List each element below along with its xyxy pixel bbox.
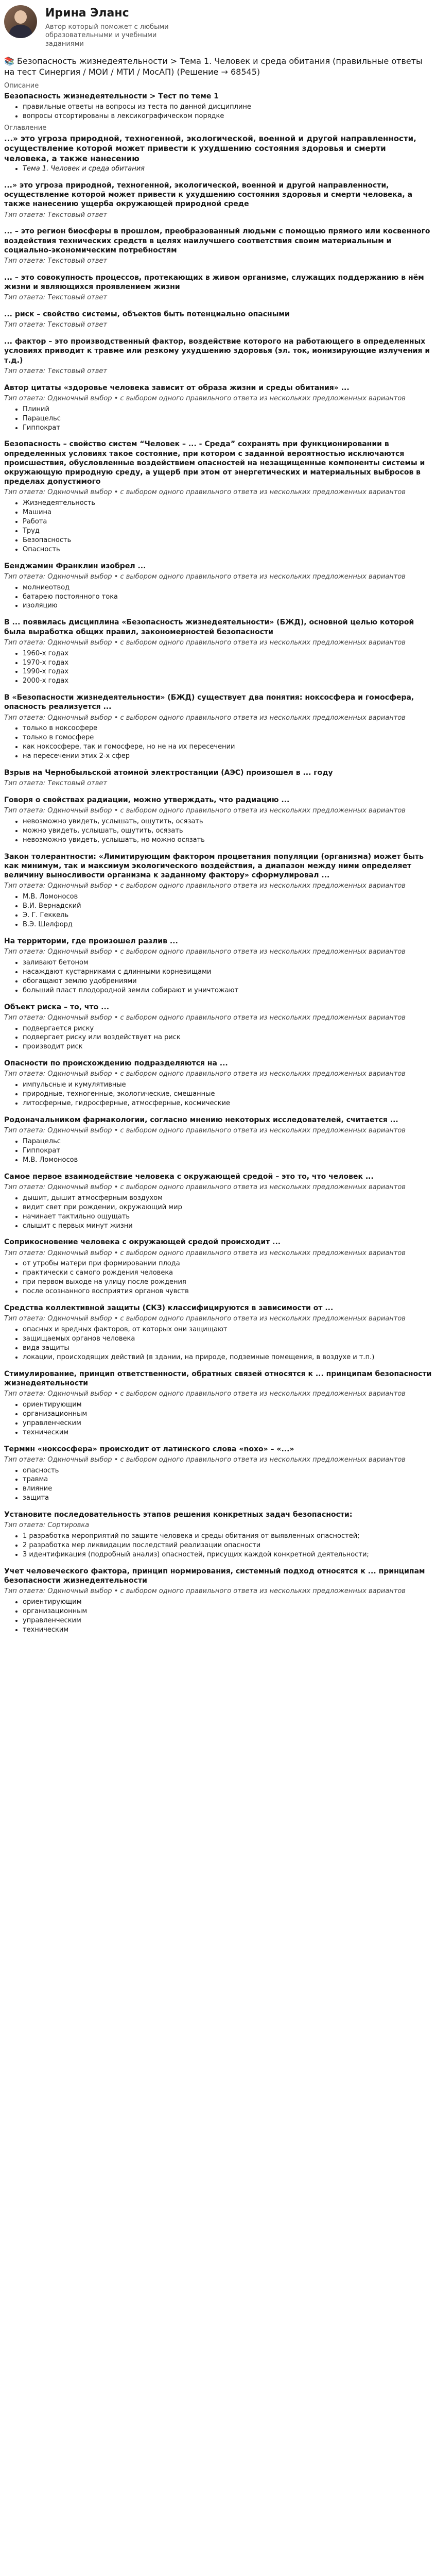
answer-options [4, 584, 432, 611]
description-label: Описание [4, 81, 39, 90]
question-block [4, 1003, 432, 1052]
question-title: Бенджамин Франклин изобрел ... [4, 562, 146, 570]
page-title: 📚 Безопасность жизнедеятельности > Тема 1. Человек и среда обитания (правильные ответы на тест Синергия / МОИ / МТИ / МосАП) (Решение → 68545) [4, 56, 423, 77]
answer-option: • 2000-х годах [23, 677, 432, 686]
answer-option: • невозможно увидеть, услышать, ощутить, осязать [23, 818, 432, 826]
answer-type: Тип ответа: Одиночный выбор • с выбором одного правильного ответа из нескольких предложенных вариантов [4, 1455, 406, 1464]
question-title: Стимулирование, принцип ответственности, обратных связей относятся к ... принципам безопасности жизнедеятельности [4, 1369, 432, 1387]
answer-type: Тип ответа: Одиночный выбор • с выбором одного правильного ответа из нескольких предложенных вариантов [4, 638, 406, 647]
answer-options [4, 405, 432, 433]
answer-type: Тип ответа: Текстовый ответ [4, 257, 107, 265]
question-block [4, 693, 432, 761]
answer-option: • организационным [23, 1607, 432, 1616]
answer-options [4, 1598, 432, 1635]
answer-option: • травма [23, 1476, 432, 1484]
answer-type: Тип ответа: Одиночный выбор • с выбором одного правильного ответа из нескольких предложенных вариантов [4, 1013, 406, 1022]
question-block [4, 310, 432, 330]
answer-option: • опасных и вредных факторов, от которых они защищают [23, 1326, 432, 1334]
answer-options [4, 1401, 432, 1437]
author-name[interactable]: Ирина Эланс [45, 7, 129, 20]
answer-option: • дышит, дышит атмосферным воздухом [23, 1194, 432, 1203]
answer-option: • подвергает риску или воздействует на риск [23, 1033, 432, 1042]
answer-option: • 1 разработка мероприятий по защите человека и среды обитания от выявленных опасностей; [23, 1532, 432, 1541]
answer-options [4, 1260, 432, 1296]
answer-option: • производит риск [23, 1043, 432, 1052]
question-title: Средства коллективной защиты (СКЗ) классифицируются в зависимости от ... [4, 1304, 334, 1313]
answer-options [4, 1025, 432, 1052]
answer-option: • слышит с первых минут жизни [23, 1222, 432, 1231]
answer-option: • защищаемых органов человека [23, 1335, 432, 1344]
question-block [4, 439, 432, 554]
answer-option: • начинает тактильно ощущать [23, 1213, 432, 1222]
question-block [4, 618, 432, 686]
answer-type: Тип ответа: Текстовый ответ [4, 321, 107, 329]
question-title: Соприкосновение человека с окружающей средой происходит ... [4, 1238, 281, 1247]
toc-item[interactable]: • Тема 1. Человек и среда обитания [23, 165, 432, 174]
question-title: Говоря о свойствах радиации, можно утверждать, что радиацию ... [4, 796, 290, 805]
answer-options [4, 1081, 432, 1108]
list-item: • вопросы отсортированы в лексикографическом порядке [23, 112, 432, 121]
question-title: Безопасность – свойство систем “Человек – ... - Среда” сохранять при функционировании в определенных условиях такое состояние, при котором с заданной вероятностью исключаются происшествия, обусловленные воздействием опасностей на незащищенные компоненты системы и окружающую природную среду, а ущерб при этом от энергетических и материальных выбросов в пределах допустимого [4, 440, 425, 486]
answer-type: Тип ответа: Одиночный выбор • с выбором одного правильного ответа из нескольких предложенных вариантов [4, 1249, 406, 1257]
answer-option: • опасность [23, 1467, 432, 1476]
question-block [4, 227, 432, 265]
question-block [4, 1369, 432, 1437]
question-block [4, 1567, 432, 1635]
author-description: Автор который поможет с любыми образовательными и учебными заданиями [45, 23, 169, 48]
toc-label: Оглавление [4, 124, 47, 132]
answer-type: Тип ответа: Одиночный выбор • с выбором одного правильного ответа из нескольких предложенных вариантов [4, 1315, 406, 1323]
answer-type: Тип ответа: Одиночный выбор • с выбором одного правильного ответа из нескольких предложенных вариантов [4, 1183, 406, 1191]
answer-option: • Работа [23, 518, 432, 527]
question-title: Термин «ноксосфера» происходит от латинского слова «noxo» – «...» [4, 1445, 294, 1453]
answer-option: • М.В. Ломоносов [23, 893, 432, 902]
answer-option: • как ноксосфере, так и гомосфере, но не на их пересечении [23, 743, 432, 752]
question-title: ... – это регион биосферы в прошлом, преобразованный людьми с помощью прямого или косвенного воздействия технических средств в целях наилучшего соответствия своим материальным и социально-экономическим потребностям [4, 227, 430, 255]
description-title: Безопасность жизнедеятельности > Тест по теме 1 [4, 92, 219, 100]
description-list [4, 103, 432, 121]
answer-type: Тип ответа: Одиночный выбор • с выбором одного правильного ответа из нескольких предложенных вариантов [4, 1390, 406, 1398]
answer-option: • импульсные и кумулятивные [23, 1081, 432, 1090]
answer-type: Тип ответа: Одиночный выбор • с выбором одного правильного ответа из нескольких предложенных вариантов [4, 1070, 406, 1078]
answer-option: • литосферные, гидросферные, атмосферные, космические [23, 1099, 432, 1108]
answer-option: • М.В. Ломоносов [23, 1156, 432, 1165]
question-block [4, 1238, 432, 1296]
question-block [4, 273, 432, 302]
answer-option: • Опасность [23, 546, 432, 554]
answer-option: • 1990-х годах [23, 668, 432, 676]
answer-options [4, 1467, 432, 1503]
answer-option: • вида защиты [23, 1344, 432, 1353]
question-title: Опасности по происхождению подразделяются на ... [4, 1059, 228, 1068]
answer-option: • техническим [23, 1429, 432, 1437]
question-block [4, 562, 432, 611]
answer-options [4, 1194, 432, 1231]
answer-option: • 1970-х годах [23, 659, 432, 668]
answer-option: • Жизнедеятельность [23, 499, 432, 508]
question-block [4, 337, 432, 376]
question-block [4, 768, 432, 788]
answer-option: • управленческим [23, 1419, 432, 1428]
answer-option: • практически с самого рождения человека [23, 1269, 432, 1278]
question-title: На территории, где произошел разлив ... [4, 937, 178, 945]
answer-options [4, 1532, 432, 1560]
answer-type: Тип ответа: Сортировка [4, 1521, 90, 1530]
answer-option: • Э. Г. Геккель [23, 911, 432, 920]
answer-options [4, 893, 432, 929]
avatar[interactable] [4, 5, 37, 38]
answer-options [4, 650, 432, 686]
answer-option: • Парацельс [23, 415, 432, 423]
answer-options [4, 818, 432, 845]
answer-option: • молниеотвод [23, 584, 432, 592]
answer-option: • 1960-х годах [23, 650, 432, 658]
answer-options [4, 724, 432, 761]
answer-option: • больший пласт плодородной земли собирают и уничтожают [23, 987, 432, 995]
answer-options [4, 959, 432, 995]
question-block [4, 1303, 432, 1362]
question-title: В ... появилась дисциплина «Безопасность жизнедеятельности» (БЖД), основной целью которой была выработка общих правил, закономерностей безопасности [4, 618, 414, 636]
question-title: ...» это угроза природной, техногенной, экологической, военной и другой направленности, осуществление которой может привести к ухудшению состояния здоровья и смерти человека, а также нанесению ущерба окружающей природной среде [4, 181, 413, 209]
answer-type: Тип ответа: Текстовый ответ [4, 294, 107, 302]
question-title: Взрыв на Чернобыльской атомной электростанции (АЭС) произошел в ... году [4, 769, 333, 777]
question-title: В «Безопасности жизнедеятельности» (БЖД) существует два понятия: ноксосфера и гомосфера, опасность реализуется ... [4, 693, 414, 711]
question-title: ... – это совокупность процессов, протекающих в живом организме, служащих поддержанию в нём жизни и являющихся проявлением жизни [4, 273, 424, 292]
question-block [4, 383, 432, 433]
question-block [4, 1059, 432, 1108]
answer-option: • организационным [23, 1410, 432, 1419]
answer-option: • техническим [23, 1626, 432, 1635]
answer-option: • влияние [23, 1485, 432, 1494]
answer-option: • батарею постоянного тока [23, 593, 432, 602]
toc-list [4, 165, 432, 174]
answer-option: • локации, происходящих действий (в здании, на природе, подземные помещения, в воздухе и т.п.) [23, 1353, 432, 1362]
answer-option: • при первом выходе на улицу после рождения [23, 1278, 432, 1287]
answer-type: Тип ответа: Одиночный выбор • с выбором одного правильного ответа из нескольких предложенных вариантов [4, 807, 406, 815]
question-block [4, 852, 432, 929]
answer-options [4, 1326, 432, 1362]
answer-option: • только в ноксосфере [23, 724, 432, 733]
answer-options [4, 499, 432, 554]
question-block [4, 1510, 432, 1560]
answer-option: • можно увидеть, услышать, ощутить, осязать [23, 827, 432, 836]
answer-option: • изоляцию [23, 602, 432, 611]
answer-option: • обогащают землю удобрениями [23, 977, 432, 986]
question-block [4, 795, 432, 845]
answer-option: • Парацельс [23, 1138, 432, 1146]
answer-options [4, 1138, 432, 1165]
answer-type: Тип ответа: Одиночный выбор • с выбором одного правильного ответа из нескольких предложенных вариантов [4, 394, 406, 402]
answer-option: • природные, техногенные, экологические, смешанные [23, 1090, 432, 1099]
question-title: Объект риска – то, что ... [4, 1003, 110, 1011]
answer-option: • 3 идентификация (подробный анализ) опасностей, присущих каждой конкретной деятельности; [23, 1551, 432, 1560]
author-block [4, 5, 432, 49]
answer-type: Тип ответа: Одиночный выбор • с выбором одного правильного ответа из нескольких предложенных вариантов [4, 488, 406, 497]
answer-option: • Плиний [23, 405, 432, 414]
question-block [4, 937, 432, 995]
answer-option: • видит свет при рождении, окружающий мир [23, 1204, 432, 1212]
answer-option: • только в гомосфере [23, 734, 432, 742]
answer-option: • управленческим [23, 1617, 432, 1625]
answer-option: • Труд [23, 527, 432, 536]
question-block [4, 181, 432, 219]
answer-type: Тип ответа: Текстовый ответ [4, 367, 107, 375]
question-title: Закон толерантности: «Лимитирующим фактором процветания популяции (организма) может быть как минимум, так и максимум экологического воздействия, а диапазон между ними определяет величину выносливости организма к заданному фактору» сформулировал ... [4, 852, 424, 880]
answer-option: • заливают бетоном [23, 959, 432, 968]
question-title: ... фактор – это производственный фактор, воздействие которого на работающего в определенных условиях приводит к травме или резкому ухудшению здоровья (эл. ток, ионизирующие излучения и т.д.) [4, 337, 430, 365]
answer-type: Тип ответа: Одиночный выбор • с выбором одного правильного ответа из нескольких предложенных вариантов [4, 1587, 406, 1596]
answer-option: • 2 разработка мер ликвидации последствий реализации опасности [23, 1541, 432, 1550]
answer-option: • на пересечении этих 2-х сфер [23, 752, 432, 761]
answer-option: • ориентирующим [23, 1598, 432, 1607]
question-title: Автор цитаты «здоровье человека зависит от образа жизни и среды обитания» ... [4, 383, 350, 392]
answer-option: • насаждают кустарниками с длинными корневищами [23, 968, 432, 977]
question-title: Родоначальником фармакологии, согласно мнению некоторых исследователей, считается ... [4, 1116, 398, 1125]
answer-type: Тип ответа: Одиночный выбор • с выбором одного правильного ответа из нескольких предложенных вариантов [4, 948, 406, 956]
question-title: ... риск – свойство системы, объектов быть потенциально опасными [4, 310, 290, 319]
question-block [4, 1172, 432, 1231]
author-info [45, 5, 184, 49]
answer-option: • Машина [23, 509, 432, 517]
answer-type: Тип ответа: Одиночный выбор • с выбором одного правильного ответа из нескольких предложенных вариантов [4, 882, 406, 890]
question-title: Учет человеческого фактора, принцип нормирования, системный подход относятся к ... принципам безопасности жизнедеятельности [4, 1567, 425, 1585]
answer-type: Тип ответа: Текстовый ответ [4, 779, 107, 788]
answer-option: • В.И. Вернадский [23, 902, 432, 911]
list-item: • правильные ответы на вопросы из теста по данной дисциплине [23, 103, 432, 112]
toc-title: ...» это угроза природной, техногенной, экологической, военной и другой направленности, осуществление которой может привести к ухудшению состояния здоровья и смерти человека, а также нанесению [4, 133, 416, 163]
answer-option: • Безопасность [23, 536, 432, 545]
answer-option: • В.Э. Шелфорд [23, 921, 432, 929]
answer-type: Тип ответа: Текстовый ответ [4, 211, 107, 219]
answer-option: • после осознанного восприятия органов чувств [23, 1287, 432, 1296]
answer-type: Тип ответа: Одиночный выбор • с выбором одного правильного ответа из нескольких предложенных вариантов [4, 714, 406, 722]
answer-type: Тип ответа: Одиночный выбор • с выбором одного правильного ответа из нескольких предложенных вариантов [4, 1127, 406, 1135]
question-title: Установите последовательность этапов решения конкретных задач безопасности: [4, 1511, 353, 1519]
answer-option: • невозможно увидеть, услышать, но можно осязать [23, 836, 432, 845]
answer-option: • Гиппократ [23, 1147, 432, 1156]
answer-option: • ориентирующим [23, 1401, 432, 1410]
answer-option: • Гиппократ [23, 424, 432, 433]
question-title: Самое первое взаимодействие человека с окружающей средой – это то, что человек ... [4, 1172, 374, 1181]
questions-list [4, 181, 432, 1635]
answer-option: • подвергается риску [23, 1025, 432, 1033]
question-block [4, 1445, 432, 1503]
answer-option: • от утробы матери при формировании плода [23, 1260, 432, 1268]
answer-option: • защита [23, 1494, 432, 1503]
answer-type: Тип ответа: Одиночный выбор • с выбором одного правильного ответа из нескольких предложенных вариантов [4, 572, 406, 581]
question-block [4, 1115, 432, 1165]
